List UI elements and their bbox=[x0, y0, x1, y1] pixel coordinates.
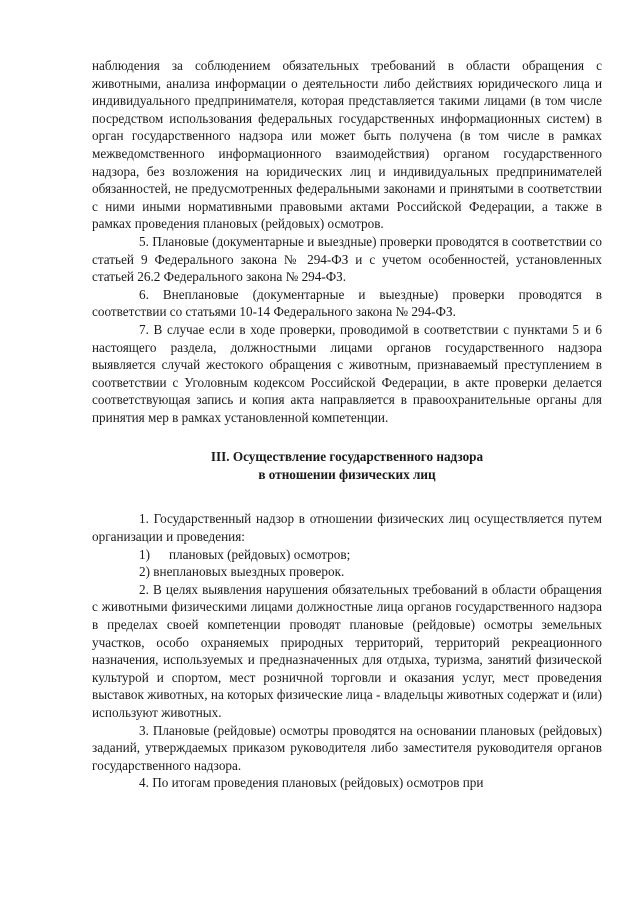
section-heading-line-2: в отношении физических лиц bbox=[258, 467, 436, 483]
continuation-paragraph: наблюдения за соблюдением обязательных требований в области обращения с животными, анализа информации о деятельности либо действиях юридического лица и индивидуального предпринимателя, которая представляется такими лицами (в том числе посредством использования федеральных государственных информационных систем) в орган государственного надзора или может быть получена (в том числе в рамках межведомственного информационного взаимодействия) органом государственного надзора, без возложения на юридических лиц и индивидуальных предпринимателей обязанностей, не предусмотренных федеральными законами и принятыми в соответствии с ними иными нормативными правовыми актами Российской Федерации, а также в рамках проведения плановых (рейдовых) осмотров. bbox=[92, 58, 602, 232]
list-item-2-text: 2) внеплановых выездных проверок. bbox=[139, 564, 345, 580]
paragraph-4: 4. По итогам проведения плановых (рейдовых) осмотров при bbox=[139, 775, 484, 791]
section-heading bbox=[92, 448, 602, 484]
list-item-2 bbox=[92, 563, 602, 581]
paragraph-item-5: 5. Плановые (документарные и выездные) проверки проводятся в соответствии со статьей 9 Федерального закона № 294-ФЗ и с учетом особенностей, установленных статьей 26.2 Федерального закона № 294-ФЗ. bbox=[92, 233, 602, 285]
list-item-1-number: 1) bbox=[139, 546, 150, 562]
paragraph-3: 3. Плановые (рейдовые) осмотры проводятся на основании плановых (рейдовых) заданий, утверждаемых приказом руководителя либо заместителя руководителя органов государственного надзора. bbox=[92, 722, 602, 773]
paragraph-2: 2. В целях выявления нарушения обязательных требований в области обращения с животными физическими лицами должностные лица органов государственного надзора в пределах своей компетенции проводят плановые (рейдовые) осмотры земельных участков, особо охраняемых природных территорий, территорий рекреационного назначения, используемых и предназначенных для отдыха, туризма, занятий физической культурой и спортом, мест розничной торговли и оказания услуг, мест проведения выставок животных, на которых физические лица - владельцы животных содержат и (или) используют животных. bbox=[92, 581, 602, 720]
list-item-1-text: плановых (рейдовых) осмотров; bbox=[169, 546, 351, 562]
paragraph-1: 1. Государственный надзор в отношении физических лиц осуществляется путем организации и проведения: bbox=[92, 511, 602, 545]
section-heading-line-1: III. Осуществление государственного надзора bbox=[210, 449, 484, 465]
document-body bbox=[92, 57, 602, 792]
list-item-1 bbox=[92, 546, 602, 564]
paragraph-item-6: 6. Внеплановые (документарные и выездные) проверки проводятся в соответствии со статьями 10-14 Федерального закона № 294-ФЗ. bbox=[92, 286, 602, 320]
paragraph-item-7: 7. В случае если в ходе проверки, проводимой в соответствии с пунктами 5 и 6 настоящего раздела, должностными лицами органов государственного надзора выявляется случай жестокого обращения с животным, признаваемый преступлением в соответствии с Уголовным кодексом Российской Федерации, в акте проверки делается соответствующая запись и копия акта направляется в правоохранительные органы для принятия мер в рамках установленной компетенции. bbox=[92, 321, 602, 425]
